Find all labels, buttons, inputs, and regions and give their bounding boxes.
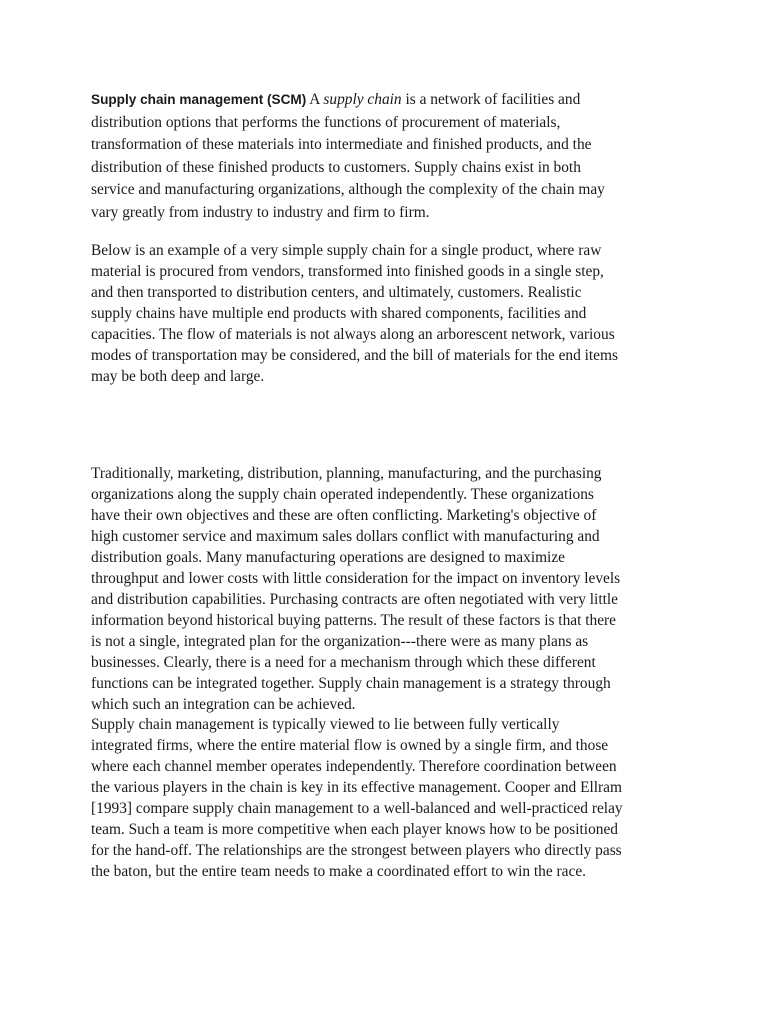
paragraph-line: the baton, but the entire team needs to make a coordinated effort to win the race. <box>91 863 587 880</box>
paragraph-line: which such an integration can be achieved. <box>91 696 356 713</box>
paragraph-line: Traditionally, marketing, distribution, planning, manufacturing, and the purchasing <box>91 465 602 482</box>
paragraph-line: distribution goals. Many manufacturing operations are designed to maximize <box>91 549 565 566</box>
paragraph-line: businesses. Clearly, there is a need for a mechanism through which these different <box>91 654 596 671</box>
paragraph-line: and distribution capabilities. Purchasing contracts are often negotiated with very little <box>91 591 618 608</box>
paragraph-line: distribution options that performs the functions of procurement of materials, <box>91 113 561 131</box>
paragraph-line: vary greatly from industry to industry and firm to firm. <box>91 203 430 221</box>
paragraph-line: Supply chain management is typically viewed to lie between fully vertically <box>91 716 560 733</box>
paragraph-simple-example <box>91 240 711 387</box>
paragraph-line: supply chains have multiple end products with shared components, facilities and <box>91 305 587 322</box>
paragraph-line: capacities. The flow of materials is not always along an arborescent network, various <box>91 326 615 343</box>
paragraph-line: where each channel member operates independently. Therefore coordination between <box>91 758 617 775</box>
first-line-rest: is a network of facilities and <box>401 91 581 108</box>
paragraph-line: functions can be integrated together. Supply chain management is a strategy through <box>91 675 611 692</box>
paragraph-line: the various players in the chain is key in its effective management. Cooper and Ellram <box>91 779 622 796</box>
paragraph-line: [1993] compare supply chain management to a well-balanced and well-practiced relay <box>91 800 623 817</box>
paragraph-line: service and manufacturing organizations, although the complexity of the chain may <box>91 181 605 198</box>
paragraph-line: and then transported to distribution centers, and ultimately, customers. Realistic <box>91 284 582 301</box>
paragraph-line: throughput and lower costs with little consideration for the impact on inventory levels <box>91 570 621 587</box>
paragraph-line: information beyond historical buying patterns. The result of these factors is that there <box>91 612 616 629</box>
paragraph-line: transformation of these materials into intermediate and finished products, and the <box>91 136 592 153</box>
paragraph-line <box>91 89 711 112</box>
paragraph-line: Below is an example of a very simple supply chain for a single product, where raw <box>91 242 602 259</box>
paragraph-line: modes of transportation may be considered, and the bill of materials for the end items <box>91 347 618 364</box>
paragraph-line: is not a single, integrated plan for the organization---there were as many plans as <box>91 633 589 650</box>
paragraph-relay-team <box>91 714 711 882</box>
paragraph-line: distribution of these finished products to customers. Supply chains exist in both <box>91 158 581 176</box>
paragraph-line: high customer service and maximum sales dollars conflict with manufacturing and <box>91 528 600 545</box>
paragraph-line: organizations along the supply chain operated independently. These organizations <box>91 486 594 503</box>
paragraph-traditional-organizations <box>91 463 711 715</box>
supply-chain-term: supply chain <box>323 91 402 108</box>
paragraph-scm-definition <box>91 89 711 224</box>
paragraph-line: for the hand-off. The relationships are the strongest between players who directly pass <box>91 842 622 859</box>
paragraph-line: have their own objectives and these are often conflicting. Marketing's objective of <box>91 507 597 524</box>
lead-connector: A <box>306 91 324 108</box>
paragraph-line: may be both deep and large. <box>91 368 265 385</box>
paragraph-line: team. Such a team is more competitive when each player knows how to be positioned <box>91 821 618 838</box>
scm-heading: Supply chain management (SCM) <box>91 92 307 107</box>
paragraph-line: integrated firms, where the entire material flow is owned by a single firm, and those <box>91 737 609 754</box>
paragraph-line: material is procured from vendors, transformed into finished goods in a single step, <box>91 263 604 280</box>
